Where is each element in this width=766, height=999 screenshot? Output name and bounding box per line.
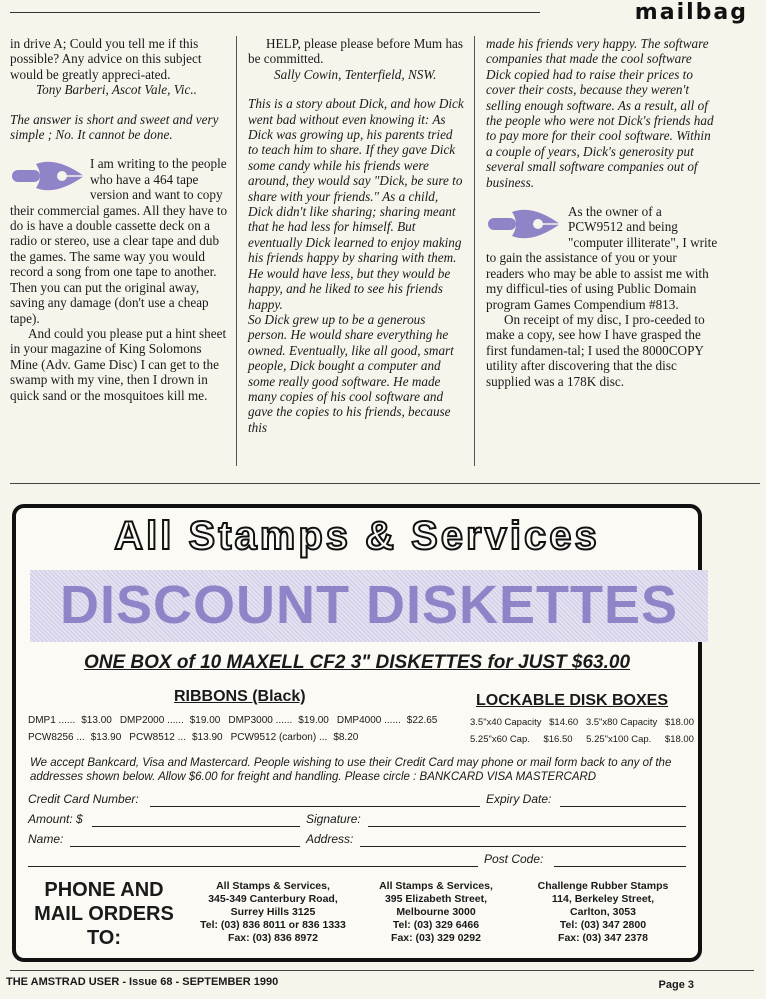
address-line: 345-349 Canterbury Road, (208, 893, 338, 905)
letter-block (10, 156, 228, 325)
price-row (470, 731, 694, 748)
address-line: 395 Elizabeth Street, (384, 893, 488, 905)
address-line: Carlton, 3053 (570, 906, 636, 918)
address-block (188, 880, 358, 945)
address-line: Challenge Rubber Stamps (537, 880, 669, 892)
disk-boxes-price-list (470, 714, 694, 748)
letter-text: As the owner of a PCW9512 and being "computer illiterate", I write to gain the assistance of you or your readers who may be able to assist me with my difficul-ties of using Public Domain program Games Compendium #813. (486, 204, 718, 312)
product-name: DMP1 ...... (28, 715, 76, 726)
ad-banner: DISCOUNT DISKETTES (59, 575, 679, 635)
address-block (366, 880, 506, 945)
address-field-line-2[interactable] (28, 866, 478, 867)
story-text: This is a story about Dick, and how Dick went bad without even knowing it: As Dick was growing up, his parents tried to teach him to share. If they gave Dick some candy while his friends were around, they would say "Dick, be sure to share with your friends." As a child, Dick didn't like sharing; sharing meant that he had less for himself. But eventually Dick learned to enjoy making his friends happy by sharing with them. He would have less, but they would be happy, and he liked to see his friends happy. (248, 96, 464, 312)
product-name: DMP2000 ...... (119, 715, 184, 726)
advertisement (12, 504, 702, 962)
section-title: mailbag (634, 0, 748, 25)
product-price: $14.60 (549, 717, 579, 728)
letter-text: I am writing to the people who have a 464 tape version and want to copy their commercial games. All they have to do is have a double cassette deck on a radio or stereo, use a clear tape and dub the games. The same way you would record a song from one tape to another. Then you can put the original away, saving any damage (don't use a cheap tape). (10, 156, 228, 326)
column-1 (10, 36, 228, 403)
expiry-field[interactable] (560, 806, 686, 807)
product-price: $16.50 (543, 734, 573, 745)
expiry-label: Expiry Date: (486, 792, 552, 806)
letter-text: in drive A; Could you tell me if this possible? Any advice on this subject would be greatly appreci-ated. (10, 36, 202, 82)
address-line: Surrey Hills 3125 (230, 906, 316, 918)
pen-nib-icon (486, 204, 562, 244)
disk-boxes-heading: LOCKABLE DISK BOXES (476, 692, 669, 709)
letter-signature: Sally Cowin, Tenterfield, NSW. (274, 66, 437, 82)
fax-line: Fax: (03) 836 8972 (228, 932, 318, 944)
address-line: 114, Berkeley Street, (551, 893, 655, 905)
card-number-field[interactable] (150, 806, 480, 807)
address-line: All Stamps & Services, (216, 880, 330, 892)
price-row (28, 729, 454, 746)
product-name: 3.5"x80 Capacity (585, 717, 658, 728)
section-divider (10, 483, 760, 484)
product-price: $22.65 (406, 715, 438, 726)
price-row (470, 714, 694, 731)
card-number-label: Credit Card Number: (28, 792, 139, 806)
footer-rule (10, 970, 754, 971)
product-name: DMP4000 ...... (336, 715, 401, 726)
amount-label: Amount: $ (28, 812, 83, 826)
address-label: Address: (306, 832, 354, 846)
product-price: $13.00 (81, 715, 112, 726)
product-name: PCW8256 ... (28, 732, 85, 743)
phone-line: Tel: (03) 347 2800 (559, 919, 647, 931)
orders-title: PHONE AND MAIL ORDERS TO: (34, 879, 174, 949)
product-name: 3.5"x40 Capacity (470, 717, 542, 728)
address-block (518, 880, 688, 945)
postcode-label: Post Code: (484, 852, 544, 866)
product-price: $19.00 (189, 715, 221, 726)
letter-text: On receipt of my disc, I pro-ceeded to make a copy, see how I have grasped the first fundamen-tal; I used the 8000COPY utility after discovering that the disc supplied was a 178K disc. (486, 311, 705, 389)
payment-terms: We accept Bankcard, Visa and Mastercard. People wishing to use their Credit Card may phone or mail form back to any of the addresses shown below. Allow $6.00 for freight and handling. Please circle : BANKCARD VISA MASTERCARD (30, 757, 672, 783)
column-divider (236, 36, 237, 466)
product-price: $18.00 (664, 734, 694, 745)
address-line: Melbourne 3000 (396, 906, 476, 918)
name-field[interactable] (70, 846, 300, 847)
header-rule (10, 12, 540, 13)
product-price: $8.20 (333, 732, 359, 743)
pen-nib-icon (10, 156, 86, 196)
editor-answer: The answer is short and sweet and very simple ; No. It cannot be done. (10, 111, 219, 143)
postcode-field[interactable] (554, 866, 686, 867)
letter-text: And could you please put a hint sheet in your magazine of King Solomons Mine (Adv. Game Disc) I can get to the swamp with my vine, then I drown in quick sand or the mosquitoes kill me. (10, 325, 227, 403)
address-line: All Stamps & Services, (379, 880, 493, 892)
phone-line: Tel: (03) 836 8011 or 836 1333 (200, 919, 346, 931)
story-text: made his friends very happy. The software companies that made the cool software Dick copied had to raise their prices to cover their costs, because they weren't selling enough software. As a result, all of the people who were not Dick's friends had to pay more for their cool software. Within a couple of years, Dick's generosity put several small software companies out of business. (486, 36, 714, 190)
product-name: PCW8512 ... (129, 732, 186, 743)
publication-footer: THE AMSTRAD USER - Issue 68 - SEPTEMBER 1990 (6, 976, 279, 988)
amount-field[interactable] (92, 826, 300, 827)
product-name: PCW9512 (carbon) ... (230, 732, 328, 743)
story-text: So Dick grew up to be a generous person. He would share everything he owned. Eventually, like all good, smart people, Dick bought a computer and some really good software. He made many copies of his cool software and gave the copies to his friends, because this (248, 311, 454, 435)
signature-label: Signature: (306, 812, 361, 826)
product-price: $19.00 (298, 715, 329, 726)
fax-line: Fax: (03) 347 2378 (558, 932, 648, 944)
ribbons-heading: RIBBONS (Black) (174, 688, 306, 705)
page-number: Page 3 (658, 979, 694, 991)
address-field[interactable] (360, 846, 686, 847)
letter-text: HELP, please please before Mum has be committed. (248, 36, 464, 67)
price-row (28, 712, 454, 729)
fax-line: Fax: (03) 329 0292 (391, 932, 481, 944)
product-name: 5.25"x100 Cap. (586, 734, 652, 745)
ad-offer: ONE BOX of 10 MAXELL CF2 3" DISKETTES for JUST $63.00 (83, 652, 631, 673)
signature-field[interactable] (368, 826, 686, 827)
phone-line: Tel: (03) 329 6466 (392, 919, 480, 931)
product-price: $18.00 (664, 717, 694, 728)
letter-signature: Tony Barberi, Ascot Vale, Vic.. (36, 82, 197, 98)
letter-block (486, 204, 718, 312)
product-price: $13.90 (192, 732, 223, 743)
ad-headline: All Stamps & Services (114, 514, 600, 558)
column-3 (486, 36, 718, 389)
product-price: $13.90 (90, 732, 122, 743)
column-divider (474, 36, 475, 466)
name-label: Name: (28, 832, 64, 846)
ribbons-price-list (28, 712, 454, 746)
product-name: DMP3000 ...... (228, 715, 293, 726)
product-name: 5.25"x60 Cap. (470, 734, 530, 745)
column-2 (248, 36, 464, 435)
